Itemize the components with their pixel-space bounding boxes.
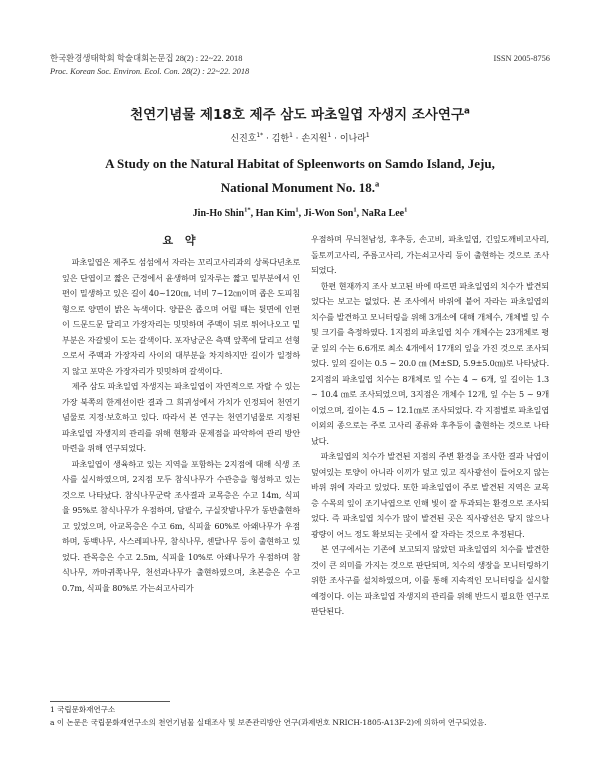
author-ko: 김한 [271, 134, 290, 144]
title-en-line2: National Monument No. 18. [220, 180, 375, 195]
author-sep: , [356, 208, 362, 219]
authors-ko [0, 131, 600, 144]
author-sep: · [263, 134, 272, 144]
journal-citation-en: Proc. Korean Soc. Environ. Ecol. Con. 28(2) : 22~22. 2018 [50, 67, 250, 76]
author-en-sup: 1 [353, 206, 357, 214]
title-ko [0, 103, 600, 123]
author-sep: , [298, 208, 304, 219]
body-paragraph: 파초일엽이 생육하고 있는 지역을 포함하는 2지점에 대해 식생 조사를 실시하였으며, 2지점 모두 참식나무가 수관층을 형성하고 있는 것으로 나타났다. 참식나무군락 조사결과 교목층은 수고 14m, 식피율 95%로 참식나무가 우점하며, 담팔수, 구실잣밤나무가 동반출현하고 있었으며, 아교목층은 수고 6m, 식피율 60%로 아왜나무가 우점하며, 동백나무, 사스레피나무, 참식나무, 센달나무 등이 출현하고 있었다. 관목층은 수고 2.5m, 식피율 10%로 아왜나무가 우점하며 참식나무, 까마귀쪽나무, 천선과나무가 출현하였으며, 초본층은 수고 0.7m, 식피율 80%로 가는쇠고사리가 [62, 458, 300, 593]
issn: ISSN 2005-8756 [493, 54, 550, 63]
author-en-sup: 1 [295, 206, 299, 214]
author-ko-sup: 1 [327, 133, 332, 139]
author-en-sup: 1* [244, 206, 251, 214]
abstract-heading: 요 약 [162, 234, 200, 247]
author-ko: 손지원 [301, 134, 328, 144]
author-en-sup: 1 [404, 206, 408, 214]
title-ko-text: 천연기념물 제18호 제주 삼도 파초일엽 자생지 조사연구 [130, 107, 464, 123]
author-ko: 이나라 [339, 134, 366, 144]
footnote-divider [50, 701, 170, 702]
body-paragraph: 파초일엽은 제주도 섬섬에서 자라는 꼬리고사리과의 상록다년초로 잎은 단엽이고 짧은 근경에서 윤생하며 잎자루는 짧고 밑부분에서 인편이 밀생하고 있은 길이 40~120㎝, 너비 7~12㎝이며 좁은 도피침형으로 양면이 밝은 녹색이다. 양끝은 좁으며 어릴 때는 뒷면에 인편이 드문드문 달리고 가장자리는 밋밋하며 주맥이 뒤로 튀어나오고 밑부분은 자갈빛이 도는 갈색이다. 포자낭군은 측맥 앞쪽에 달리고 선형으로서 주맥과 가장자리 사이의 대부분을 차지하지만 길이가 일정하지 않고 포막은 가장자리가 밋밋하며 갈색이다. [62, 257, 300, 376]
body-paragraph: 본 연구에서는 기존에 보고되지 않았던 파초일엽의 치수를 발견한 것이 큰 의미를 가지는 것으로 판단되며, 치수의 생장을 모니터링하기 위한 조사구를 설치하였으며, 이를 통해 지속적인 모니터링을 실시할 예정이다. 이는 파초일엽 자생지의 관리를 위해 반드시 필요한 연구로 판단된다. [311, 544, 549, 616]
body-paragraph: 파초일엽의 치수가 발견된 지점의 주변 환경을 조사한 결과 낙엽이 덮여있는 토양이 아니라 이끼가 덮고 있고 직사광선이 들어오지 않는 바위 위에 자라고 있었다. 또한 파초일엽이 주로 발견된 지역은 교목층 수목의 잎이 조기낙엽으로 인해 빛이 잘 투과되는 환경으로 조사되었다. 즉 파초일엽 치수가 많이 발견된 곳은 직사광선은 닿지 않으나 광량이 어느 정도 확보되는 곳에서 잘 자라는 것으로 추정된다. [311, 451, 549, 539]
journal-header [50, 52, 550, 78]
left-column [62, 232, 300, 596]
author-en: Ji-Won Son [303, 208, 354, 219]
title-en-line1: A Study on the Natural Habitat of Spleenworts on Samdo Island, Jeju, [105, 156, 495, 171]
title-en-line2-wrap [70, 176, 530, 200]
footnote-affiliation: 1 국립문화재연구소 [50, 705, 116, 714]
body-paragraph: 한편 현재까지 조사 보고된 바에 따르면 파초일엽의 치수가 발견되었다는 보고는 없었다. 본 조사에서 바위에 붙어 자라는 파초일엽의 치수를 발견하고 모니터링을 위해 3개소에 대해 개체수, 개체별 잎 수 및 크기를 측정하였다. 1지점의 파초일엽 치수 개체수는 23개체로 평균 잎의 수는 6.6개로 최소 4개에서 17개의 잎을 가진 것으로 조사되었다. 잎의 길이는 0.5 ~ 20.0 ㎝ (M±SD, 5.9±5.0㎝)로 나타났다. 2지점의 파초일엽 치수는 8개체로 잎 수는 4 ~ 6개, 잎 길이는 1.3 ~ 10.4 ㎝로 조사되었으며, 3지점은 개체수 12개, 잎 수는 5 ~ 9개 이었으며, 길이는 4.5 ~ 12.1㎝로 조사되었다. 각 지점별로 파초일엽 이외의 종으로는 주로 고사리 종류와 후추등이 출현하는 것으로 나타났다. [311, 280, 549, 446]
author-ko: 신진호 [230, 134, 257, 144]
author-sep: , [250, 208, 256, 219]
title-en [70, 152, 530, 200]
author-sep: · [292, 134, 302, 144]
author-ko-sup: 1 [289, 133, 293, 139]
title-ko-sup: a [463, 106, 470, 117]
author-en: NaRa Lee [361, 208, 405, 219]
title-en-sup: a [374, 178, 380, 189]
author-ko-sup: 1 [365, 133, 370, 139]
authors-en [0, 208, 600, 219]
author-en: Han Kim [255, 208, 296, 219]
body-paragraph: 제주 삼도 파초일엽 자생지는 파초일엽이 자연적으로 자랄 수 있는 가장 북쪽의 한계선이란 결과 그 희귀성에서 가치가 인정되어 천연기념물로 지정·보호하고 있다. 따라서 본 연구는 천연기념물로 지정된 파초일엽 자생지의 관리를 위해 현황과 문제점을 파악하여 관리 방안 마련을 위해 연구되었다. [62, 381, 300, 453]
author-en: Jin-Ho Shin [192, 208, 245, 219]
author-ko-sup: 1* [256, 133, 264, 139]
journal-citation-ko: 한국환경생태학회 학술대회논문집 28(2) : 22~22. 2018 [50, 54, 243, 63]
footnote-funding: a 이 논문은 국립문화재연구소의 천연기념물 실태조사 및 보존관리방안 연구(과제번호 NRICH-1805-A13F-2)에 의하여 연구되었음. [50, 718, 487, 727]
body-paragraph: 우점하며 무늬천남성, 후추등, 손고비, 파초일엽, 긴잎도깨비고사리, 돌토끼고사리, 주름고사리, 가는쇠고사리 등이 출현하는 것으로 조사되었다. [311, 234, 549, 275]
right-column [311, 232, 549, 620]
author-sep: · [331, 134, 340, 144]
